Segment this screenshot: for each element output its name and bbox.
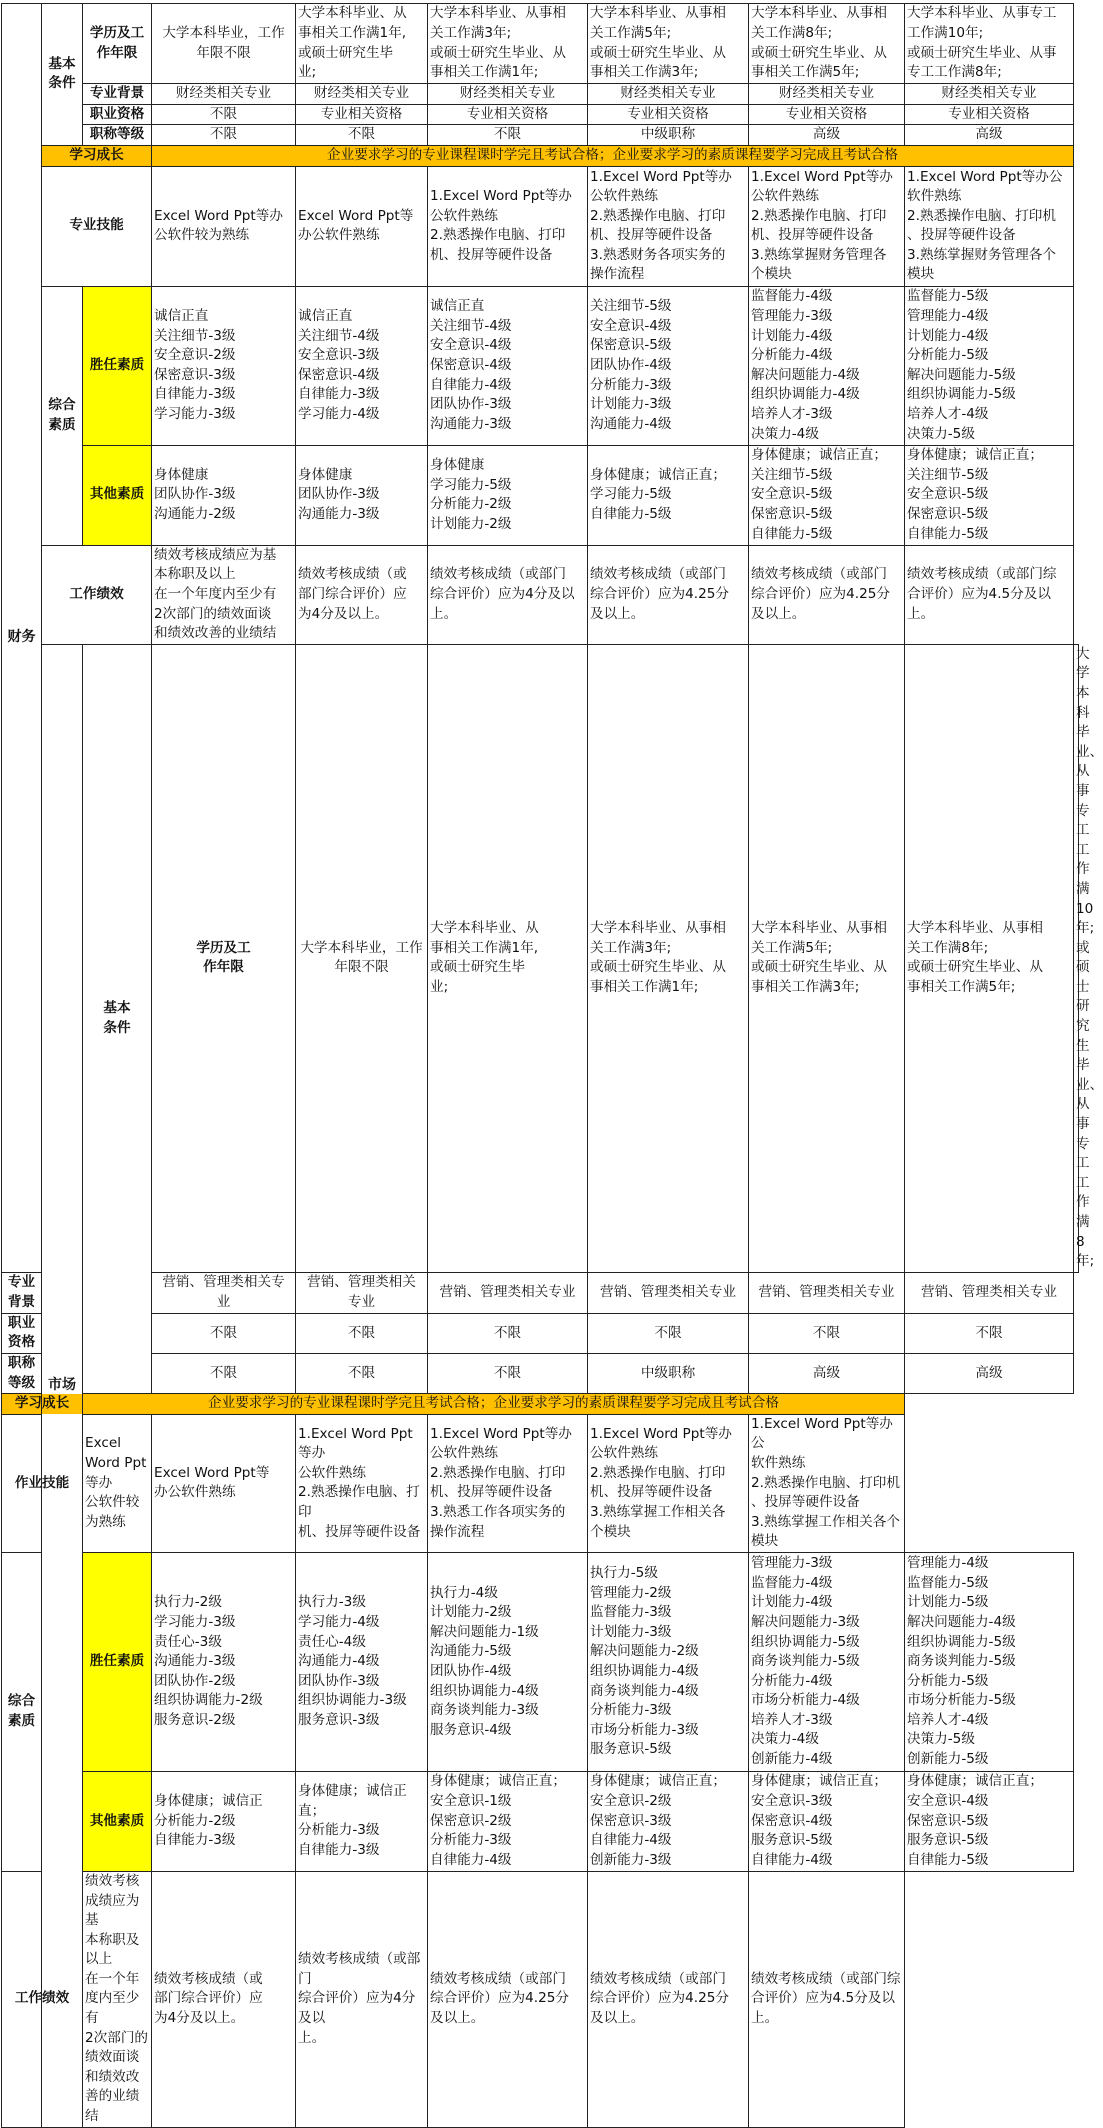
cell-other-quality-level-6: 身体健康；诚信正直； 安全意识-4级 保密意识-5级 服务意识-5级 自律能力-5级 — [905, 1771, 1074, 1871]
cell-other-quality-level-4: 身体健康；诚信正直； 安全意识-2级 保密意识-3级 自律能力-4级 创新能力-3级 — [588, 1771, 749, 1871]
cell-education-level-4: 大学本科毕业、从事相 关工作满5年; 或硕士研究生毕业、从 事相关工作满3年; — [749, 644, 905, 1272]
cell-performance-level-6: 绩效考核成绩（或部门综 合评价）应为4.5分及以 上。 — [905, 545, 1074, 644]
learning-growth-label: 学习成长 — [42, 145, 152, 166]
cell-education-level-2: 大学本科毕业、从 事相关工作满1年, 或硕士研究生毕 业; — [428, 644, 588, 1272]
cell-title-level-5: 高级 — [749, 125, 905, 146]
cell-major-level-2: 财经类相关专业 — [296, 84, 428, 105]
cell-major-level-5: 营销、管理类相关专业 — [749, 1272, 905, 1313]
cell-skill-level-4: 1.Excel Word Ppt等办 公软件熟练 2.熟悉操作电脑、打印 机、投屏等硬件设备 3.熟悉工作各项实务的 操作流程 — [428, 1414, 588, 1552]
cell-education-level-1: 大学本科毕业，工作 年限不限 — [296, 644, 428, 1272]
cell-education-level-3: 大学本科毕业、从事相 关工作满3年; 或硕士研究生毕业、从 事相关工作满1年; — [588, 644, 749, 1272]
cell-performance-level-1: 绩效考核成绩应为基 本称职及以上 在一个年度内至少有 2次部门的绩效面谈 和绩效改善的业绩结 — [152, 545, 296, 644]
cell-skill-level-4: 1.Excel Word Ppt等办 公软件熟练 2.熟悉操作电脑、打印 机、投屏等硬件设备 3.熟悉财务各项实务的 操作流程 — [588, 166, 749, 286]
basic-conditions-label: 基本 条件 — [42, 4, 83, 146]
row-label-education: 学历及工 作年限 — [83, 4, 152, 84]
cell-major-level-3: 营销、管理类相关专业 — [428, 1272, 588, 1313]
cell-skill-level-1: Excel Word Ppt等办 公软件较为熟练 — [152, 166, 296, 286]
cell-major-level-4: 营销、管理类相关专业 — [588, 1272, 749, 1313]
cell-title-level-3: 不限 — [428, 1353, 588, 1393]
cell-major-level-6: 营销、管理类相关专业 — [905, 1272, 1074, 1313]
cell-qualification-level-5: 专业相关资格 — [749, 104, 905, 125]
cell-competency-level-2: 诚信正直 关注细节-4级 安全意识-3级 保密意识-4级 自律能力-3级 学习能力-4级 — [296, 286, 428, 445]
cell-performance-level-4: 绩效考核成绩（或部门 综合评价）应为4.25分 及以上。 — [428, 1871, 588, 2127]
comprehensive-quality-label: 综合 素质 — [2, 1552, 42, 1871]
learning-growth-text: 企业要求学习的专业课程课时学完且考试合格；企业要求学习的素质课程要学习完成且考试合格 — [83, 1394, 905, 1415]
competency-label: 胜任素质 — [83, 286, 152, 445]
cell-skill-level-5: 1.Excel Word Ppt等办 公软件熟练 2.熟悉操作电脑、打印 机、投屏等硬件设备 3.熟练掌握财务管理各 个模块 — [749, 166, 905, 286]
cell-competency-level-1: 执行力-2级 学习能力-3级 责任心-3级 沟通能力-3级 团队协作-2级 组织协调能力-2级 服务意识-2级 — [152, 1552, 296, 1771]
basic-conditions-label: 基本 条件 — [83, 644, 152, 1393]
cell-major-level-6: 财经类相关专业 — [905, 84, 1074, 105]
cell-other-quality-level-1: 身体健康；诚信正 分析能力-2级 自律能力-3级 — [152, 1771, 296, 1871]
cell-skill-level-2: Excel Word Ppt等 办公软件熟练 — [296, 166, 428, 286]
cell-performance-level-5: 绩效考核成绩（或部门 综合评价）应为4.25分 及以上。 — [588, 1871, 749, 2127]
cell-qualification-level-6: 专业相关资格 — [905, 104, 1074, 125]
cell-performance-level-1: 绩效考核成绩应为基 本称职及以上 在一个年度内至少有 2次部门的绩效面谈 和绩效改善的业绩结 — [83, 1871, 152, 2127]
cell-title-level-2: 不限 — [296, 1353, 428, 1393]
cell-qualification-level-3: 不限 — [428, 1313, 588, 1353]
cell-other-quality-level-6: 身体健康；诚信正直； 关注细节-5级 安全意识-5级 保密意识-5级 自律能力-5级 — [905, 445, 1074, 545]
cell-other-quality-level-3: 身体健康 学习能力-5级 分析能力-2级 计划能力-2级 — [428, 445, 588, 545]
cell-title-level-1: 不限 — [152, 1353, 296, 1393]
row-label-education: 学历及工 作年限 — [152, 644, 296, 1272]
cell-other-quality-level-5: 身体健康；诚信正直； 关注细节-5级 安全意识-5级 保密意识-5级 自律能力-5级 — [749, 445, 905, 545]
department-label: 财务 — [2, 4, 42, 1273]
cell-education-level-5: 大学本科毕业、从事相 关工作满8年; 或硕士研究生毕业、从 事相关工作满5年; — [905, 644, 1074, 1272]
cell-competency-level-6: 管理能力-4级 监督能力-5级 计划能力-5级 解决问题能力-4级 组织协调能力-5级 商务谈判能力-5级 分析能力-5级 市场分析能力-5级 培养人才-4级 决策力-5级 创新能力-5级 — [905, 1552, 1074, 1771]
cell-title-level-5: 高级 — [749, 1353, 905, 1393]
cell-skill-level-3: 1.Excel Word Ppt等办 公软件熟练 2.熟悉操作电脑、打印 机、投屏等硬件设备 — [428, 166, 588, 286]
learning-growth-label: 学习成长 — [2, 1394, 83, 1415]
cell-skill-level-6: 1.Excel Word Ppt等办公 软件熟练 2.熟悉操作电脑、打印机 、投屏等硬件设备 3.熟练掌握财务管理各个 模块 — [905, 166, 1074, 286]
cell-competency-level-2: 执行力-3级 学习能力-4级 责任心-4级 沟通能力-4级 团队协作-3级 组织协调能力-3级 服务意识-3级 — [296, 1552, 428, 1771]
cell-qualification-level-1: 不限 — [152, 1313, 296, 1353]
cell-competency-level-4: 关注细节-5级 安全意识-4级 保密意识-5级 团队协作-4级 分析能力-3级 计划能力-3级 沟通能力-4级 — [588, 286, 749, 445]
cell-performance-level-3: 绩效考核成绩（或部门 综合评价）应为4分及以 上。 — [296, 1871, 428, 2127]
cell-qualification-level-1: 不限 — [152, 104, 296, 125]
cell-skill-level-6: 1.Excel Word Ppt等办公 软件熟练 2.熟悉操作电脑、打印机 、投屏等硬件设备 3.熟练掌握工作相关各个 模块 — [749, 1414, 905, 1552]
cell-other-quality-level-1: 身体健康 团队协作-3级 沟通能力-2级 — [152, 445, 296, 545]
cell-competency-level-5: 监督能力-4级 管理能力-3级 计划能力-4级 分析能力-4级 解决问题能力-4级 组织协调能力-4级 培养人才-3级 决策力-4级 — [749, 286, 905, 445]
cell-competency-level-1: 诚信正直 关注细节-3级 安全意识-2级 保密意识-3级 自律能力-3级 学习能力-3级 — [152, 286, 296, 445]
cell-other-quality-level-2: 身体健康 团队协作-3级 沟通能力-3级 — [296, 445, 428, 545]
cell-other-quality-level-5: 身体健康；诚信正直； 安全意识-3级 保密意识-4级 服务意识-5级 自律能力-4级 — [749, 1771, 905, 1871]
other-quality-label: 其他素质 — [83, 1771, 152, 1871]
cell-qualification-level-6: 不限 — [905, 1313, 1074, 1353]
cell-competency-level-3: 执行力-4级 计划能力-2级 解决问题能力-1级 沟通能力-5级 团队协作-4级 组织协调能力-4级 商务谈判能力-3级 服务意识-4级 — [428, 1552, 588, 1771]
skill-label: 作业技能 — [2, 1414, 83, 1552]
cell-skill-level-1: Excel Word Ppt等办 公软件较为熟练 — [83, 1414, 152, 1552]
cell-other-quality-level-4: 身体健康；诚信正直； 学习能力-5级 自律能力-5级 — [588, 445, 749, 545]
cell-skill-level-2: Excel Word Ppt等 办公软件熟练 — [152, 1414, 296, 1552]
cell-major-level-2: 营销、管理类相关 专业 — [296, 1272, 428, 1313]
cell-major-level-4: 财经类相关专业 — [588, 84, 749, 105]
cell-skill-level-3: 1.Excel Word Ppt等办 公软件熟练 2.熟悉操作电脑、打印 机、投屏等硬件设备 — [296, 1414, 428, 1552]
cell-major-level-5: 财经类相关专业 — [749, 84, 905, 105]
cell-performance-level-2: 绩效考核成绩（或 部门综合评价）应 为4分及以上。 — [152, 1871, 296, 2127]
cell-other-quality-level-3: 身体健康；诚信正直； 安全意识-1级 保密意识-2级 分析能力-3级 自律能力-4级 — [428, 1771, 588, 1871]
cell-title-level-2: 不限 — [296, 125, 428, 146]
row-label-title-grade: 职称等级 — [2, 1353, 42, 1393]
cell-title-level-1: 不限 — [152, 125, 296, 146]
cell-qualification-level-2: 不限 — [296, 1313, 428, 1353]
row-label-major: 专业背景 — [2, 1272, 42, 1313]
cell-education-level-5: 大学本科毕业、从事相 关工作满8年; 或硕士研究生毕业、从 事相关工作满5年; — [749, 4, 905, 84]
learning-growth-text: 企业要求学习的专业课程课时学完且考试合格；企业要求学习的素质课程要学习完成且考试合格 — [152, 145, 1074, 166]
cell-qualification-level-3: 专业相关资格 — [428, 104, 588, 125]
cell-qualification-level-2: 专业相关资格 — [296, 104, 428, 125]
cell-title-level-4: 中级职称 — [588, 1353, 749, 1393]
row-label-major: 专业背景 — [83, 84, 152, 105]
cell-qualification-level-4: 专业相关资格 — [588, 104, 749, 125]
department-label: 市场 — [42, 644, 83, 2127]
cell-qualification-level-4: 不限 — [588, 1313, 749, 1353]
cell-performance-level-5: 绩效考核成绩（或部门 综合评价）应为4.25分 及以上。 — [749, 545, 905, 644]
cell-title-level-3: 不限 — [428, 125, 588, 146]
performance-label: 工作绩效 — [2, 1871, 83, 2127]
cell-performance-level-4: 绩效考核成绩（或部门 综合评价）应为4.25分 及以上。 — [588, 545, 749, 644]
cell-major-level-3: 财经类相关专业 — [428, 84, 588, 105]
cell-education-level-1: 大学本科毕业，工作 年限不限 — [152, 4, 296, 84]
cell-education-level-6: 大学本科毕业、从事专工 工作满10年; 或硕士研究生毕业、从事 专工工作满8年; — [1074, 644, 1079, 1272]
row-label-title-grade: 职称等级 — [83, 125, 152, 146]
cell-competency-level-4: 执行力-5级 管理能力-2级 监督能力-3级 计划能力-3级 解决问题能力-2级 组织协调能力-4级 商务谈判能力-4级 分析能力-3级 市场分析能力-3级 服务意识-5级 — [588, 1552, 749, 1771]
cell-qualification-level-5: 不限 — [749, 1313, 905, 1353]
cell-performance-level-6: 绩效考核成绩（或部门综 合评价）应为4.5分及以 上。 — [749, 1871, 905, 2127]
skill-label: 专业技能 — [42, 166, 152, 286]
comprehensive-quality-label: 综合 素质 — [42, 286, 83, 545]
row-label-qualification: 职业资格 — [2, 1313, 42, 1353]
cell-major-level-1: 营销、管理类相关专 业 — [152, 1272, 296, 1313]
cell-competency-level-6: 监督能力-5级 管理能力-4级 计划能力-4级 分析能力-5级 解决问题能力-5级 组织协调能力-5级 培养人才-4级 决策力-5级 — [905, 286, 1074, 445]
cell-major-level-1: 财经类相关专业 — [152, 84, 296, 105]
cell-performance-level-3: 绩效考核成绩（或部门 综合评价）应为4分及以 上。 — [428, 545, 588, 644]
cell-title-level-6: 高级 — [905, 1353, 1074, 1393]
cell-education-level-6: 大学本科毕业、从事专工 工作满10年; 或硕士研究生毕业、从事 专工工作满8年; — [905, 4, 1074, 84]
row-label-qualification: 职业资格 — [83, 104, 152, 125]
cell-title-level-4: 中级职称 — [588, 125, 749, 146]
other-quality-label: 其他素质 — [83, 445, 152, 545]
performance-label: 工作绩效 — [42, 545, 152, 644]
cell-competency-level-5: 管理能力-3级 监督能力-4级 计划能力-4级 解决问题能力-3级 组织协调能力-5级 商务谈判能力-5级 分析能力-4级 市场分析能力-4级 培养人才-3级 决策力-4级 创新能力-4级 — [749, 1552, 905, 1771]
cell-performance-level-2: 绩效考核成绩（或 部门综合评价）应 为4分及以上。 — [296, 545, 428, 644]
competency-label: 胜任素质 — [83, 1552, 152, 1771]
qualification-table — [1, 3, 1103, 2128]
cell-other-quality-level-2: 身体健康；诚信正 直； 分析能力-3级 自律能力-3级 — [296, 1771, 428, 1871]
cell-education-level-2: 大学本科毕业、从 事相关工作满1年, 或硕士研究生毕 业; — [296, 4, 428, 84]
cell-competency-level-3: 诚信正直 关注细节-4级 安全意识-4级 保密意识-4级 自律能力-4级 团队协作-3级 沟通能力-3级 — [428, 286, 588, 445]
cell-education-level-3: 大学本科毕业、从事相 关工作满3年; 或硕士研究生毕业、从 事相关工作满1年; — [428, 4, 588, 84]
cell-title-level-6: 高级 — [905, 125, 1074, 146]
cell-skill-level-5: 1.Excel Word Ppt等办 公软件熟练 2.熟悉操作电脑、打印 机、投屏等硬件设备 3.熟练掌握工作相关各 个模块 — [588, 1414, 749, 1552]
cell-education-level-4: 大学本科毕业、从事相 关工作满5年; 或硕士研究生毕业、从 事相关工作满3年; — [588, 4, 749, 84]
